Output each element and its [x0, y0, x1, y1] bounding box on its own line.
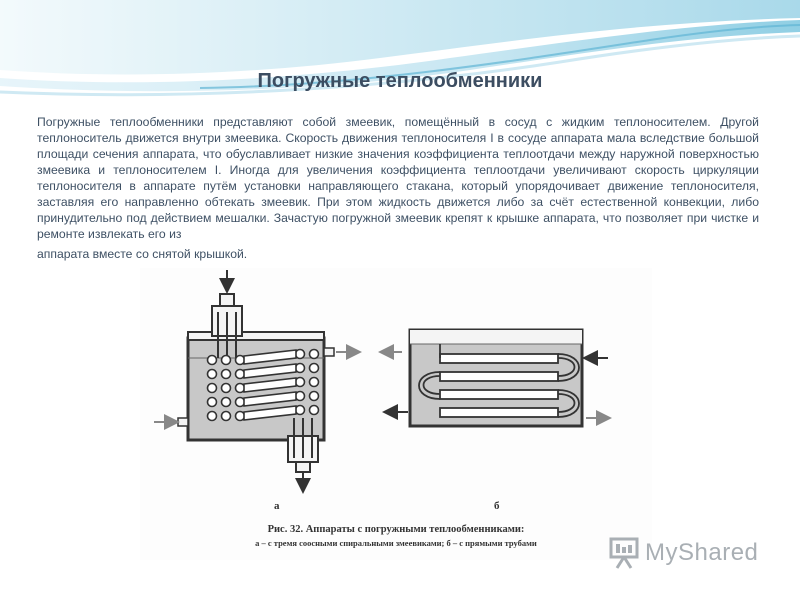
apparatus-b	[382, 330, 608, 426]
figure-caption-title: Рис. 32. Аппараты с погружными теплообменниками:	[267, 524, 525, 535]
slide-paragraph	[37, 114, 759, 262]
heat-exchanger-figure	[140, 268, 652, 560]
paragraph-tail: аппарата вместе со снятой крышкой.	[37, 247, 248, 261]
figure-label-a: а	[274, 500, 280, 512]
apparatus-a	[154, 270, 358, 490]
paragraph-text: Погружные теплообменники представляют собой змеевик, помещённый в сосуд с жидким теплоносителем. Другой теплоноситель движется внутри змеевика. Скорость движения теплоносителя I в сосуде аппарата мала вследствие большой площади сечения аппарата, что обуславливает низкие значения коэффициента теплоотдачи между наружной поверхностью змеевика и теплоносителем I. Иногда для увеличения коэффициента теплоотдачи увеличивают скорость циркуляции теплоносителя в аппарате путём установки направляющего стакана, который упорядочивает движение теплоносителя, заставляя его направленно обтекать змеевик. При этом жидкость движется либо за счёт естественной конвекции, либо принудительно под действием мешалки. Зачастую погружной змеевик крепят к крышке аппарата, что позволяет при чистке и ремонте извлекать его из	[37, 115, 759, 241]
figure-label-b: б	[494, 500, 500, 512]
presentation-board-icon	[607, 535, 643, 571]
slide-title: Погружные теплообменники	[257, 70, 543, 92]
myshared-logo[interactable]	[605, 535, 775, 571]
heat-exchanger-drawing	[140, 268, 652, 560]
logo-text: MyShared	[645, 539, 759, 566]
figure-caption-subtitle: а – с тремя соосными спиральными змеевиками; б – с прямыми трубами	[255, 538, 537, 548]
decorative-wave-header	[0, 0, 800, 110]
